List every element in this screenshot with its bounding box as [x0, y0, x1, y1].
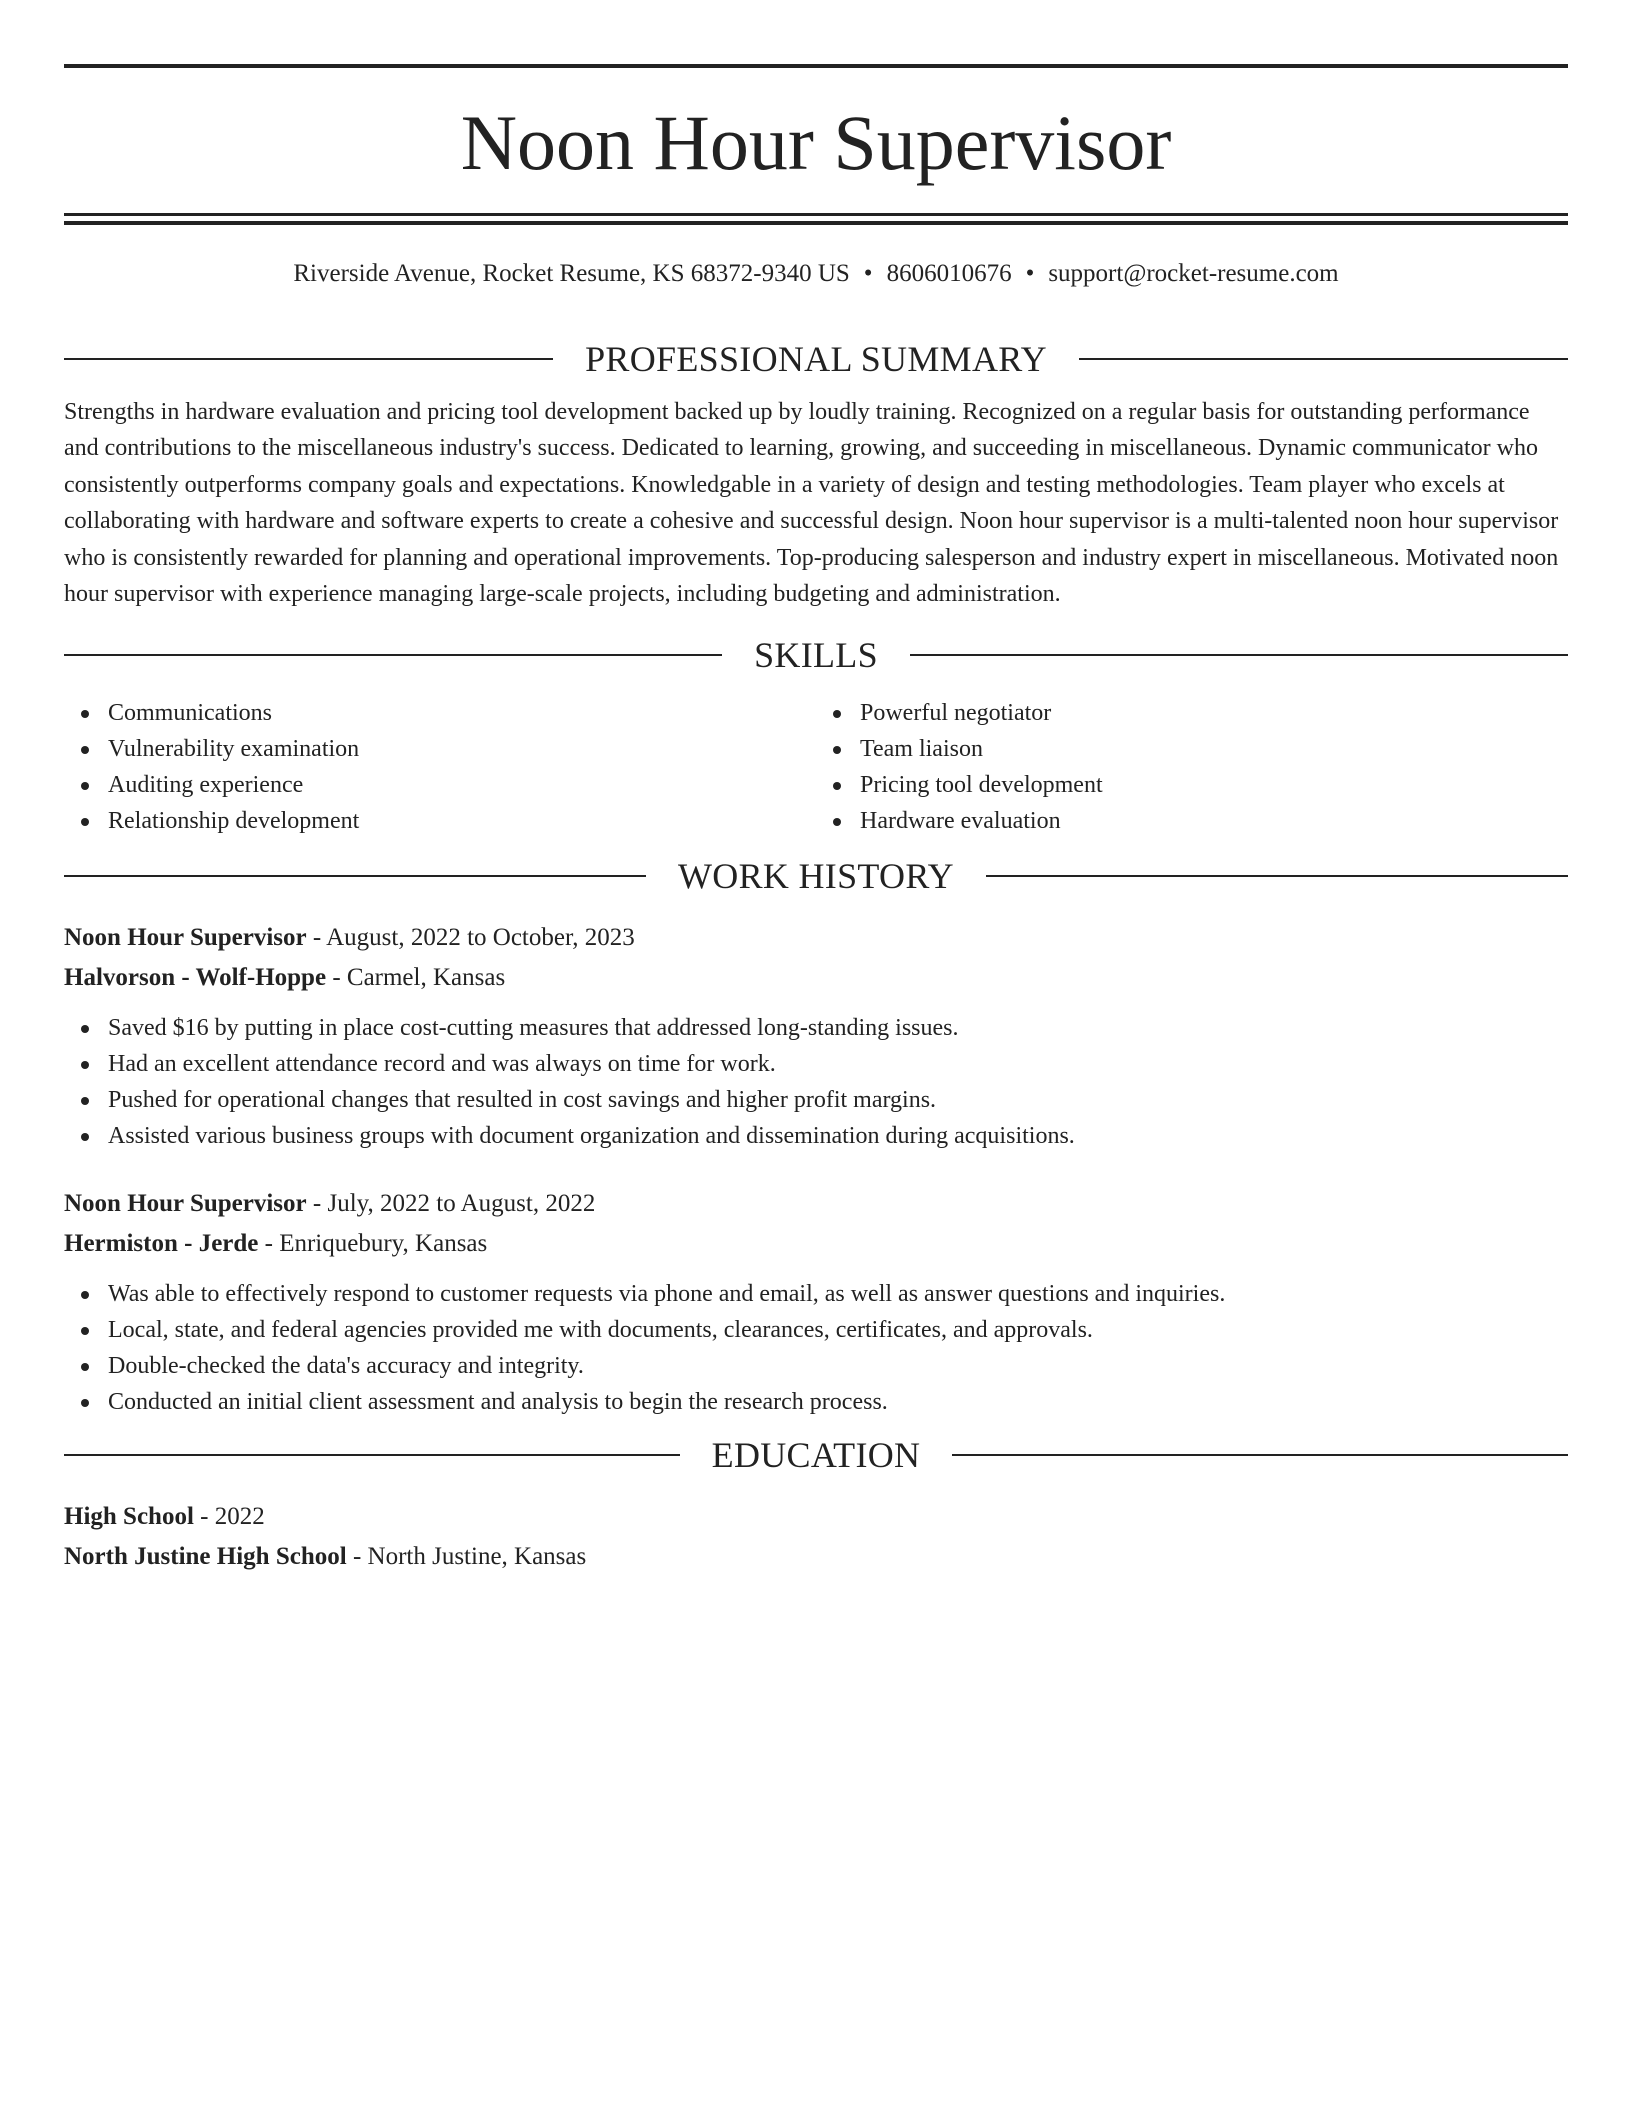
skill-item: Relationship development: [64, 803, 816, 839]
job-company-line: [64, 1224, 1568, 1264]
skill-item: Team liaison: [816, 731, 1568, 767]
job-role: Noon Hour Supervisor: [64, 924, 307, 952]
contact-phone: 8606010676: [886, 260, 1012, 287]
job-dates: - July, 2022 to August, 2022: [306, 1190, 596, 1218]
section-title: PROFESSIONAL SUMMARY: [585, 339, 1047, 379]
section-heading-education: [64, 1435, 1568, 1475]
heading-rule: [952, 1454, 1568, 1456]
skills-column-right: [816, 695, 1568, 839]
education-location: - North Justine, Kansas: [346, 1543, 587, 1571]
skill-item: Communications: [64, 695, 816, 731]
heading-rule: [64, 358, 553, 360]
job-location: - Enriquebury, Kansas: [258, 1230, 488, 1258]
summary-text: Strengths in hardware evaluation and pricing tool development backed up by loudly training. Recognized on a regular basis for outstanding performance and contributions to the miscellaneous industry's success. Dedicated to learning, growing, and succeeding in miscellaneous. Dynamic communicator who consistently outperforms company goals and expectations. Knowledgable in a variety of design and testing methodologies. Team player who excels at collaborating with hardware and software experts to create a cohesive and successful design. Noon hour supervisor is a multi-talented noon hour supervisor who is consistently rewarded for planning and operational improvements. Top-producing salesperson and industry expert in miscellaneous. Motivated noon hour supervisor with experience managing large-scale projects, including budgeting and administration.: [64, 399, 1559, 608]
heading-rule: [64, 875, 646, 877]
job-dates: - August, 2022 to October, 2023: [306, 924, 635, 952]
skills-column-left: [64, 695, 816, 839]
job-bullet: Saved $16 by putting in place cost-cutting measures that addressed long-standing issues.: [64, 1010, 1568, 1046]
skill-item: Hardware evaluation: [816, 803, 1568, 839]
job-entry: [64, 918, 1568, 1154]
contact-address: Riverside Avenue, Rocket Resume, KS 68372-9340 US: [293, 260, 850, 287]
heading-rule: [64, 1454, 680, 1456]
education-degree-line: [64, 1497, 1568, 1537]
heading-rule: [910, 654, 1568, 656]
job-bullet: Was able to effectively respond to customer requests via phone and email, as well as answer questions and inquiries.: [64, 1276, 1568, 1312]
skill-item: Vulnerability examination: [64, 731, 816, 767]
job-bullet: Had an excellent attendance record and was always on time for work.: [64, 1046, 1568, 1082]
skill-item: Auditing experience: [64, 767, 816, 803]
heading-rule: [986, 875, 1568, 877]
contact-email: support@rocket-resume.com: [1048, 260, 1339, 287]
heading-rule: [1079, 358, 1568, 360]
education-year: - 2022: [193, 1503, 265, 1531]
job-role: Noon Hour Supervisor: [64, 1190, 307, 1218]
job-entry: [64, 1184, 1568, 1420]
section-heading-summary: [64, 339, 1568, 379]
section-title: EDUCATION: [711, 1435, 921, 1476]
job-bullets: [64, 1010, 1568, 1154]
skill-item: Powerful negotiator: [816, 695, 1568, 731]
heading-rule: [64, 654, 722, 656]
job-company: Halvorson - Wolf-Hoppe: [64, 964, 327, 992]
section-heading-work: [64, 856, 1568, 896]
job-title-line: [64, 1184, 1568, 1224]
skill-item: Pricing tool development: [816, 767, 1568, 803]
job-company: Hermiston - Jerde: [64, 1230, 259, 1258]
contact-separator: •: [1025, 260, 1035, 287]
education-entry: [64, 1497, 1568, 1577]
resume-page: [64, 64, 1568, 1577]
education-school: North Justine High School: [64, 1543, 347, 1571]
job-location: - Carmel, Kansas: [326, 964, 506, 992]
skills-list: [64, 695, 1568, 839]
top-rule: [64, 64, 1568, 68]
job-company-line: [64, 958, 1568, 998]
contact-line: [64, 259, 1568, 289]
job-bullet: Pushed for operational changes that resulted in cost savings and higher profit margins.: [64, 1082, 1568, 1118]
double-rule: [64, 213, 1568, 225]
job-title-line: [64, 918, 1568, 958]
section-title: WORK HISTORY: [678, 856, 954, 897]
section-title: SKILLS: [754, 635, 878, 676]
job-bullet: Assisted various business groups with document organization and dissemination during acquisitions.: [64, 1118, 1568, 1154]
contact-separator: •: [863, 260, 873, 287]
section-heading-skills: [64, 635, 1568, 675]
job-bullet: Local, state, and federal agencies provided me with documents, clearances, certificates, and approvals.: [64, 1312, 1568, 1348]
resume-name: Noon Hour Supervisor: [460, 99, 1172, 186]
job-bullet: Conducted an initial client assessment and analysis to begin the research process.: [64, 1384, 1568, 1420]
education-school-line: [64, 1537, 1568, 1577]
job-bullets: [64, 1276, 1568, 1420]
job-bullet: Double-checked the data's accuracy and integrity.: [64, 1348, 1568, 1384]
education-degree: High School: [64, 1503, 194, 1531]
